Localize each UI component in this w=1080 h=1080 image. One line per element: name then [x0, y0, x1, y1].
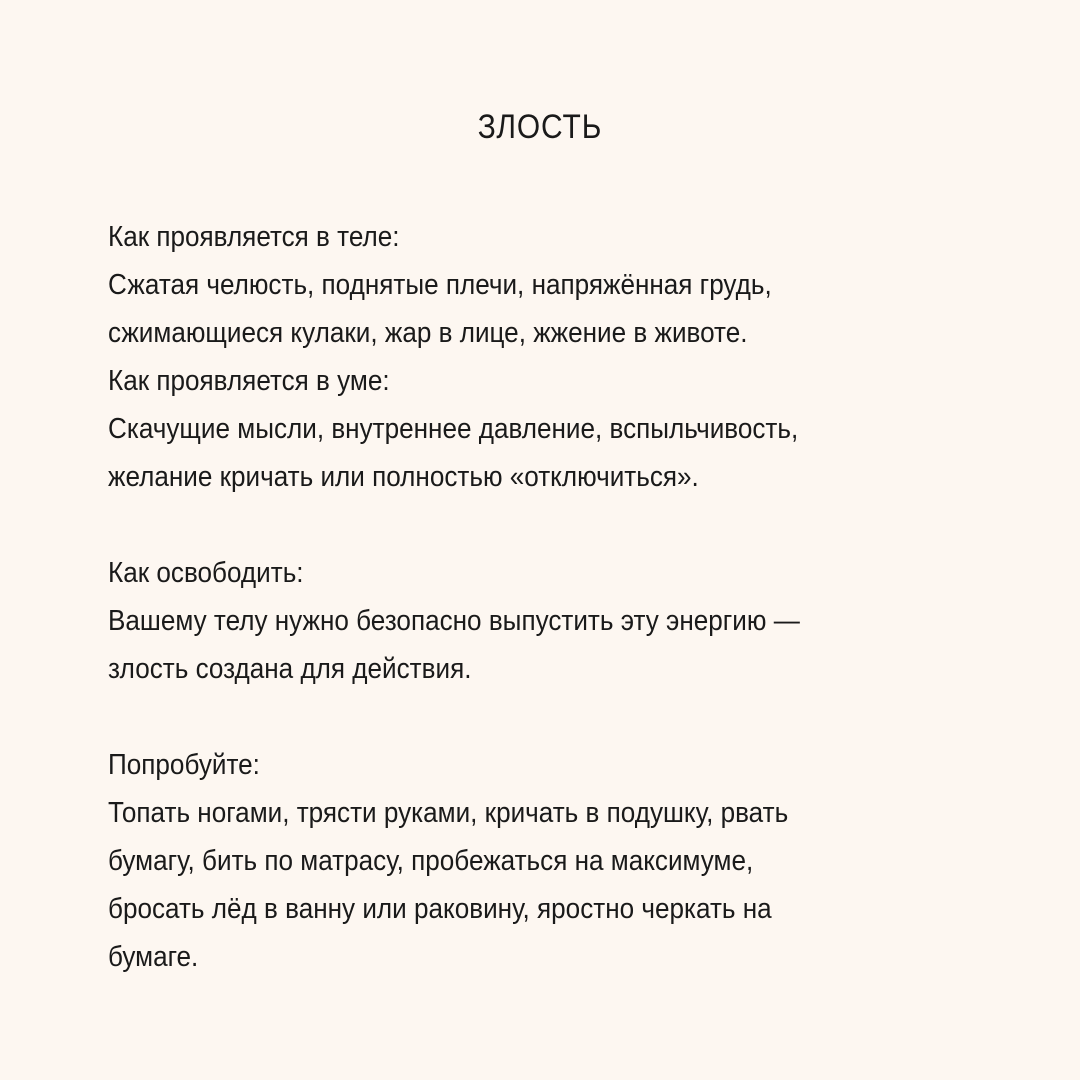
section-text: Сжатая челюсть, поднятые плечи, напряжённая грудь,	[108, 269, 772, 301]
section-text: Топать ногами, трясти руками, кричать в подушку, рвать	[108, 797, 789, 829]
section-text: бумагу, бить по матрасу, пробежаться на максимуме,	[108, 845, 754, 877]
section-heading: Как проявляется в уме:	[108, 365, 390, 397]
section-text: злость создана для действия.	[108, 653, 472, 685]
content	[108, 213, 1008, 981]
section-heading: Как проявляется в теле:	[108, 221, 400, 253]
section-text: Скачущие мысли, внутреннее давление, вспыльчивость,	[108, 413, 799, 445]
section-text: желание кричать или полностью «отключиться».	[108, 461, 699, 493]
section-body	[108, 213, 1008, 357]
section-heading: Как освободить:	[108, 557, 304, 589]
section-release	[108, 549, 1008, 693]
section-try	[108, 741, 1008, 981]
spacer	[108, 501, 1008, 549]
page-title: ЗЛОСТЬ	[477, 108, 603, 146]
section-text: сжимающиеся кулаки, жар в лице, жжение в животе.	[108, 317, 748, 349]
section-heading: Попробуйте:	[108, 749, 260, 781]
section-mind	[108, 357, 1008, 501]
section-text: Вашему телу нужно безопасно выпустить эту энергию —	[108, 605, 800, 637]
spacer	[108, 693, 1008, 741]
section-text: бросать лёд в ванну или раковину, яростно черкать на	[108, 893, 772, 925]
section-text: бумаге.	[108, 941, 199, 973]
